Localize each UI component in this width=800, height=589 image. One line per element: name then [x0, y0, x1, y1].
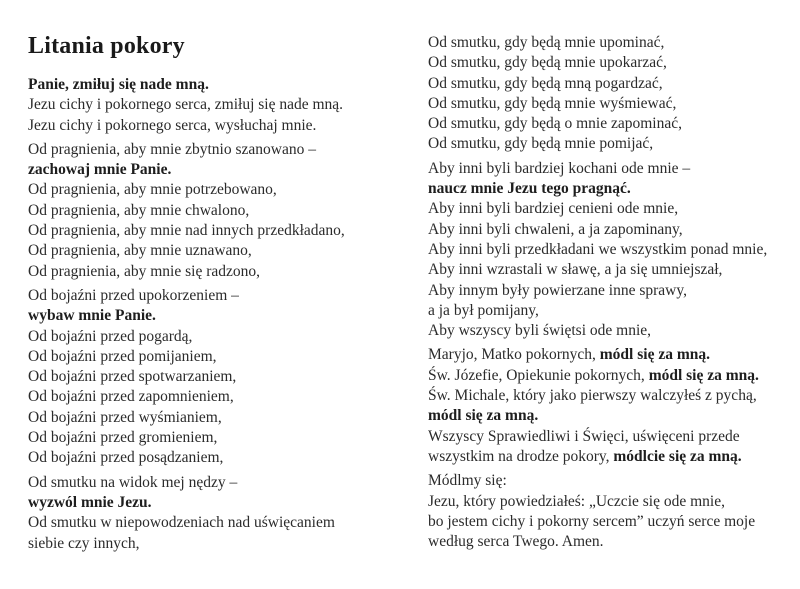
right-column: [428, 33, 772, 589]
text-segment: Od smutku, gdy będą mną pogardzać,: [428, 74, 663, 92]
text-segment: Jezu cichy i pokornego serca, zmiłuj się nade mną.: [28, 96, 344, 114]
text-segment: siebie czy innych,: [28, 534, 140, 552]
text-segment: Maryjo, Matko pokornych,: [428, 346, 600, 364]
text-segment: Wszyscy Sprawiedliwi i Święci, uświęceni przede: [428, 427, 740, 445]
text-segment: Św. Józefie, Opiekunie pokornych,: [428, 366, 649, 384]
text-segment: według serca Twego. Amen.: [428, 533, 604, 551]
text-line: [28, 513, 400, 533]
text-line: [428, 94, 772, 114]
text-line: [428, 114, 772, 134]
text-segment: Od pragnienia, aby mnie nad innych przedkładano,: [28, 222, 345, 240]
right-column-text: [428, 33, 772, 552]
text-line: [28, 367, 400, 387]
stanza-paragraph: [428, 159, 772, 342]
text-segment: a ja był pomijany,: [428, 301, 539, 319]
text-line: [28, 95, 400, 115]
text-line: [428, 512, 772, 532]
bold-text-segment: Panie, zmiłuj się nade mną.: [28, 76, 209, 93]
text-segment: Aby inni byli chwaleni, a ja zapominany,: [428, 220, 683, 238]
text-line: [428, 321, 772, 341]
left-column: [28, 33, 400, 589]
text-line: [428, 159, 772, 179]
text-line: [28, 534, 400, 554]
text-line: [428, 532, 772, 552]
stanza-paragraph: [28, 75, 400, 136]
bold-text-segment: wybaw mnie Panie.: [28, 307, 156, 325]
text-segment: Od bojaźni przed pogardą,: [28, 327, 193, 345]
stanza-paragraph: [428, 33, 772, 155]
stanza-paragraph: [428, 345, 772, 467]
text-segment: Od bojaźni przed zapomnieniem,: [28, 388, 234, 406]
bold-text-segment: naucz mnie Jezu tego pragnąć.: [428, 180, 631, 198]
text-segment: Od bojaźni przed gromieniem,: [28, 429, 218, 447]
text-line: [428, 240, 772, 260]
text-line: [428, 366, 772, 386]
text-segment: bo jestem cichy i pokorny sercem” uczyń serce moje: [428, 512, 756, 530]
text-line: [28, 493, 400, 513]
text-line: [428, 406, 772, 426]
text-line: [428, 33, 772, 53]
text-line: [28, 241, 400, 261]
text-segment: Od pragnienia, aby mnie chwalono,: [28, 201, 250, 219]
text-line: [28, 286, 400, 306]
text-line: [428, 134, 772, 154]
text-line: [28, 262, 400, 282]
bold-text-segment: wyzwól mnie Jezu.: [28, 493, 152, 511]
text-line: [428, 345, 772, 365]
text-segment: Od bojaźni przed pomijaniem,: [28, 347, 217, 365]
text-line: [28, 428, 400, 448]
bold-text-segment: módl się za mną.: [599, 346, 710, 364]
text-segment: Aby inni byli przedkładani we wszystkim ponad mnie,: [428, 240, 768, 258]
text-segment: Od bojaźni przed wyśmianiem,: [28, 408, 222, 426]
text-line: [28, 201, 400, 221]
text-segment: Od pragnienia, aby mnie się radzono,: [28, 262, 260, 280]
text-segment: Od smutku w niepowodzeniach nad uświęcaniem: [28, 514, 335, 532]
text-segment: Od pragnienia, aby mnie zbytnio szanowano –: [28, 140, 316, 158]
text-segment: Od smutku, gdy będą o mnie zapominać,: [428, 115, 682, 133]
text-line: [428, 260, 772, 280]
text-segment: Od bojaźni przed upokorzeniem –: [28, 286, 239, 304]
text-segment: Jezu cichy i pokornego serca, wysłuchaj mnie.: [28, 116, 317, 134]
text-segment: Św. Michale, który jako pierwszy walczyłeś z pychą,: [428, 387, 757, 405]
text-segment: Aby wszyscy byli świętsi ode mnie,: [428, 322, 652, 340]
text-segment: Od smutku na widok mej nędzy –: [28, 473, 238, 491]
text-line: [428, 447, 772, 467]
text-line: [428, 74, 772, 94]
stanza-paragraph: [428, 471, 772, 552]
text-segment: Aby inni wzrastali w sławę, a ja się umniejszał,: [428, 261, 723, 279]
text-line: [428, 199, 772, 219]
stanza-paragraph: [28, 140, 400, 282]
left-column-text: [28, 75, 400, 554]
text-line: [428, 179, 772, 199]
text-line: [28, 408, 400, 428]
text-line: [428, 492, 772, 512]
text-segment: Aby inni byli bardziej cenieni ode mnie,: [428, 200, 679, 218]
bold-text-segment: módlcie się za mną.: [613, 447, 742, 465]
text-line: [428, 281, 772, 301]
text-line: [28, 160, 400, 180]
text-segment: Od pragnienia, aby mnie uznawano,: [28, 242, 252, 260]
text-segment: Jezu, który powiedziałeś: „Uczcie się ode mnie,: [428, 492, 725, 510]
text-line: [428, 427, 772, 447]
text-segment: Aby inni byli bardziej kochani ode mnie –: [428, 159, 691, 177]
text-line: [428, 301, 772, 321]
text-line: [28, 306, 400, 326]
bold-text-segment: módl się za mną.: [648, 366, 759, 384]
text-line: [28, 221, 400, 241]
text-line: [28, 75, 400, 95]
bold-text-segment: módl się za mną.: [428, 407, 539, 425]
text-line: [28, 327, 400, 347]
text-line: [428, 220, 772, 240]
text-line: [28, 387, 400, 407]
stanza-paragraph: [28, 473, 400, 554]
page-title: Litania pokory: [28, 33, 185, 59]
text-segment: Od bojaźni przed spotwarzaniem,: [28, 368, 237, 386]
text-segment: Od bojaźni przed posądzaniem,: [28, 449, 224, 467]
text-line: [28, 180, 400, 200]
text-segment: Od smutku, gdy będą mnie pomijać,: [428, 135, 654, 153]
text-line: [428, 53, 772, 73]
text-line: [428, 471, 772, 491]
text-line: [28, 116, 400, 136]
text-segment: Od smutku, gdy będą mnie wyśmiewać,: [428, 94, 677, 112]
text-segment: Od pragnienia, aby mnie potrzebowano,: [28, 181, 277, 199]
text-line: [28, 347, 400, 367]
text-segment: wszystkim na drodze pokory,: [428, 447, 614, 465]
stanza-paragraph: [28, 286, 400, 469]
text-line: [28, 140, 400, 160]
bold-text-segment: zachowaj mnie Panie.: [28, 161, 172, 179]
text-line: [428, 386, 772, 406]
text-segment: Od smutku, gdy będą mnie upokarzać,: [428, 54, 667, 72]
text-line: [28, 473, 400, 493]
text-segment: Módlmy się:: [428, 472, 507, 490]
text-line: [28, 448, 400, 468]
text-segment: Aby innym były powierzane inne sprawy,: [428, 281, 687, 299]
text-segment: Od smutku, gdy będą mnie upominać,: [428, 34, 665, 51]
